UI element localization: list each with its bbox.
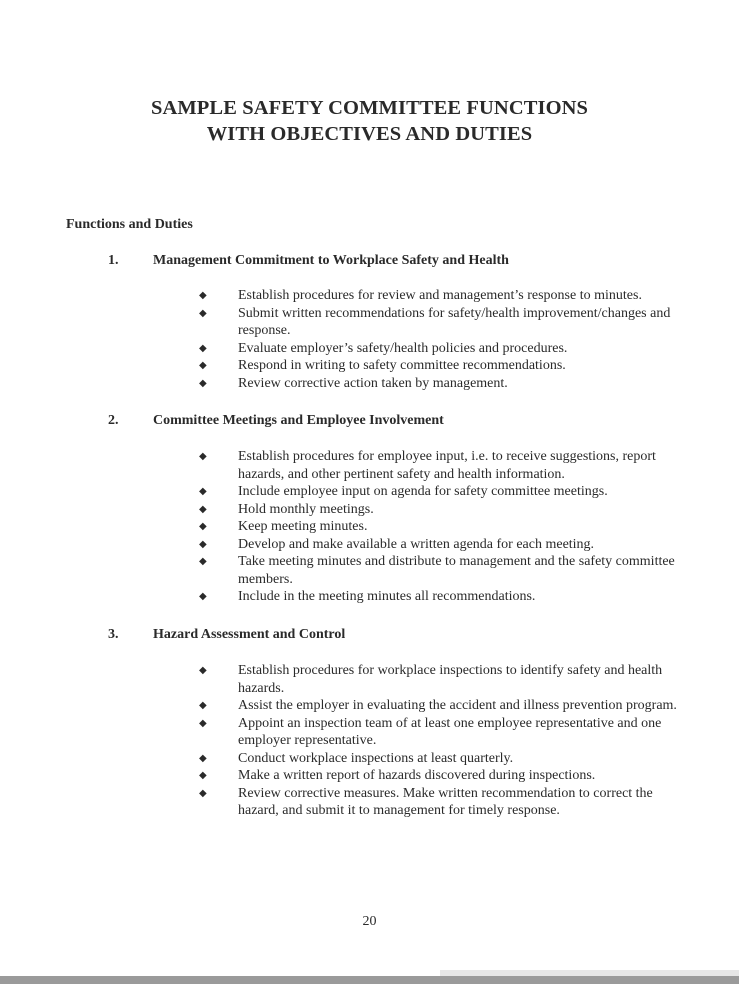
diamond-bullet-icon: ◆ — [199, 521, 207, 532]
list-item: ◆ Make a written report of hazards discovered during inspections. — [199, 768, 596, 783]
list-item: ◆ Establish procedures for review and management’s response to minutes. — [199, 288, 642, 303]
diamond-bullet-icon: ◆ — [199, 717, 207, 729]
diamond-bullet-icon: ◆ — [199, 451, 207, 462]
list-item: ◆ Review corrective measures. Make written recommendation to correct the hazard, and submit it to management for timely response. — [199, 785, 653, 818]
diamond-bullet-icon: ◆ — [199, 342, 207, 354]
section-title: Hazard Assessment and Control — [153, 627, 346, 642]
section-number: 1. — [108, 253, 119, 268]
list-item: ◆ Include in the meeting minutes all recommendations. — [199, 589, 536, 604]
page-number: 20 — [362, 914, 377, 929]
diamond-bullet-icon: ◆ — [199, 290, 207, 301]
diamond-bullet-icon: ◆ — [199, 556, 207, 567]
list-item: ◆ Evaluate employer’s safety/health policies and procedures. — [199, 340, 568, 356]
list-item: ◆ Review corrective action taken by management. — [199, 375, 508, 391]
diamond-bullet-icon: ◆ — [199, 360, 207, 371]
list-item: ◆ Establish procedures for employee input, i.e. to receive suggestions, report hazards, and other pertinent safety and health information. — [199, 449, 656, 482]
list-item: ◆ Hold monthly meetings. — [199, 501, 374, 517]
list-item: ◆ Respond in writing to safety committee recommendations. — [199, 358, 566, 373]
diamond-bullet-icon: ◆ — [199, 787, 207, 799]
list-item: ◆ Submit written recommendations for safety/health improvement/changes and response. — [199, 305, 671, 338]
diamond-bullet-icon: ◆ — [199, 665, 207, 676]
bottom-divider — [0, 976, 739, 984]
list-item: ◆ Assist the employer in evaluating the accident and illness prevention program. — [199, 698, 677, 713]
list-item: ◆ Appoint an inspection team of at least one employee representative and one employer representative. — [199, 715, 662, 748]
functions-duties-heading: Functions and Duties — [66, 217, 193, 232]
diamond-bullet-icon: ◆ — [199, 591, 207, 602]
section-number: 2. — [108, 413, 119, 428]
section-title: Committee Meetings and Employee Involvement — [153, 413, 444, 428]
diamond-bullet-icon: ◆ — [199, 486, 207, 497]
list-item: ◆ Include employee input on agenda for safety committee meetings. — [199, 484, 608, 499]
title-line-2: WITH OBJECTIVES AND DUTIES — [206, 123, 533, 145]
diamond-bullet-icon: ◆ — [199, 770, 207, 781]
list-item: ◆ Conduct workplace inspections at least quarterly. — [199, 750, 514, 766]
list-item: ◆ Develop and make available a written agenda for each meeting. — [199, 536, 595, 552]
diamond-bullet-icon: ◆ — [199, 503, 207, 515]
diamond-bullet-icon: ◆ — [199, 538, 207, 550]
section-1-list — [195, 287, 685, 392]
section-1-heading — [108, 252, 509, 270]
diamond-bullet-icon: ◆ — [199, 752, 207, 764]
title-line-1: SAMPLE SAFETY COMMITTEE FUNCTIONS — [150, 97, 589, 119]
section-title: Management Commitment to Workplace Safety and Health — [153, 253, 509, 268]
section-3-list — [195, 662, 685, 820]
list-item: ◆ Establish procedures for workplace inspections to identify safety and health hazards. — [199, 663, 663, 696]
page-title — [0, 95, 739, 147]
section-2-list — [195, 448, 685, 606]
section-3-heading — [108, 626, 345, 644]
diamond-bullet-icon: ◆ — [199, 307, 207, 319]
diamond-bullet-icon: ◆ — [199, 700, 207, 711]
section-2-heading — [108, 412, 444, 430]
section-number: 3. — [108, 627, 119, 642]
list-item: ◆ Take meeting minutes and distribute to management and the safety committee members. — [199, 554, 675, 587]
diamond-bullet-icon: ◆ — [199, 377, 207, 389]
list-item: ◆ Keep meeting minutes. — [199, 519, 368, 534]
